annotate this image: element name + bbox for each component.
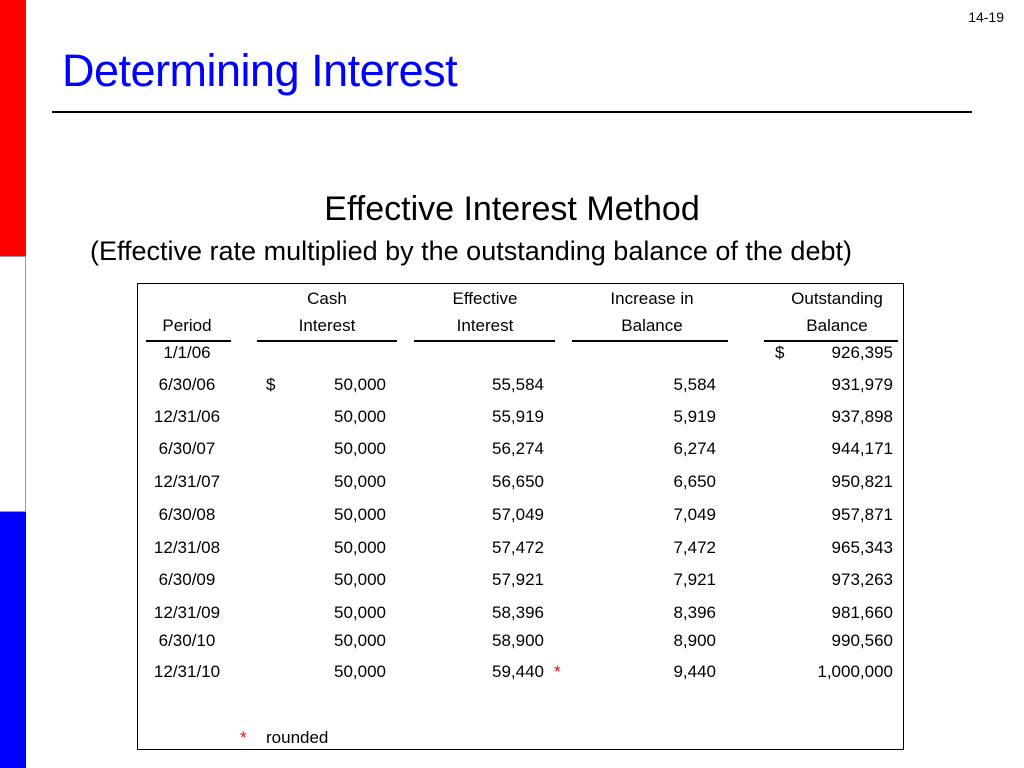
header-effective-line1: Effective: [452, 289, 518, 308]
header-cash-line2: Interest: [298, 316, 356, 335]
cell-period: 12/31/09: [153, 603, 221, 622]
cell-period: 6/30/10: [158, 631, 216, 650]
header-period-line2: Period: [162, 316, 212, 335]
header-underline-effective: [414, 340, 555, 342]
cell-effective-interest: 58,396: [492, 603, 544, 622]
cell-period: 1/1/06: [163, 343, 211, 362]
cell-cash-interest: 50,000: [334, 603, 386, 622]
cell-increase: 8,396: [673, 603, 716, 622]
cell-period: 12/31/10: [153, 662, 221, 681]
cell-cash-interest: 50,000: [334, 631, 386, 650]
cell-outstanding-balance: 944,171: [831, 439, 893, 458]
sidebar-band-blue: [0, 512, 26, 768]
cell-outstanding-balance: 990,560: [831, 631, 893, 650]
cell-outstanding-balance: 950,821: [831, 472, 893, 491]
title-divider: [52, 111, 972, 113]
cell-outstanding-currency: $: [775, 343, 785, 362]
cell-cash-interest: 50,000: [334, 505, 386, 524]
header-increase-line1: Increase in: [610, 289, 694, 308]
cell-effective-interest: 59,440: [492, 662, 544, 681]
header-underline-increase: [572, 340, 728, 342]
header-outstanding-line1: Outstanding: [791, 289, 883, 308]
cell-increase: 6,650: [673, 472, 716, 491]
section-subheading: (Effective rate multiplied by the outstanding balance of the debt): [90, 236, 852, 266]
slide-number: 14-19: [968, 9, 1004, 25]
header-underline-period: [146, 340, 231, 342]
header-underline-cash: [257, 340, 397, 342]
header-increase-line2: Balance: [621, 316, 683, 335]
cell-cash-interest: 50,000: [334, 472, 386, 491]
cell-cash-interest: 50,000: [334, 407, 386, 426]
header-cash-line1: Cash: [307, 289, 347, 308]
header-outstanding-line2: Balance: [806, 316, 868, 335]
cell-cash-interest: 50,000: [334, 375, 386, 394]
page-title: Determining Interest: [62, 45, 458, 96]
cell-increase: 8,900: [673, 631, 716, 650]
cell-increase: 5,584: [673, 375, 716, 394]
cell-period: 6/30/07: [158, 439, 216, 458]
cell-increase: 7,921: [673, 570, 716, 589]
cell-outstanding-balance: 965,343: [831, 538, 893, 557]
cell-outstanding-balance: 931,979: [831, 375, 893, 394]
cell-effective-interest: 57,049: [492, 505, 544, 524]
cell-period: 6/30/06: [158, 375, 216, 394]
cell-outstanding-balance: 1,000,000: [817, 662, 893, 681]
cell-period: 12/31/07: [153, 472, 221, 491]
cell-outstanding-balance: 957,871: [831, 505, 893, 524]
cell-effective-interest: 57,921: [492, 570, 544, 589]
cell-cash-interest: 50,000: [334, 439, 386, 458]
cell-effective-interest: 57,472: [492, 538, 544, 557]
sidebar-band-white: [0, 256, 26, 512]
cell-rounding-mark: *: [554, 662, 561, 681]
cell-period: 6/30/09: [158, 570, 216, 589]
header-underline-outstanding: [764, 340, 898, 342]
section-heading: Effective Interest Method: [324, 190, 700, 228]
cell-cash-currency: $: [266, 375, 276, 394]
cell-effective-interest: 56,274: [492, 439, 544, 458]
cell-cash-interest: 50,000: [334, 538, 386, 557]
cell-effective-interest: 58,900: [492, 631, 544, 650]
cell-period: 6/30/08: [158, 505, 216, 524]
cell-increase: 7,472: [673, 538, 716, 557]
header-effective-line2: Interest: [456, 316, 514, 335]
cell-increase: 6,274: [673, 439, 716, 458]
cell-period: 12/31/06: [153, 407, 221, 426]
cell-outstanding-balance: 981,660: [831, 603, 893, 622]
cell-outstanding-balance: 926,395: [831, 343, 893, 362]
footnote-mark: *: [240, 728, 247, 747]
footnote-text: rounded: [266, 728, 329, 747]
cell-cash-interest: 50,000: [334, 570, 386, 589]
cell-effective-interest: 55,584: [492, 375, 544, 394]
cell-increase: 7,049: [673, 505, 716, 524]
cell-outstanding-balance: 973,263: [831, 570, 893, 589]
cell-effective-interest: 55,919: [492, 407, 544, 426]
cell-increase: 9,440: [673, 662, 716, 681]
cell-increase: 5,919: [673, 407, 716, 426]
cell-outstanding-balance: 937,898: [831, 407, 893, 426]
cell-period: 12/31/08: [153, 538, 221, 557]
cell-effective-interest: 56,650: [492, 472, 544, 491]
cell-cash-interest: 50,000: [334, 662, 386, 681]
